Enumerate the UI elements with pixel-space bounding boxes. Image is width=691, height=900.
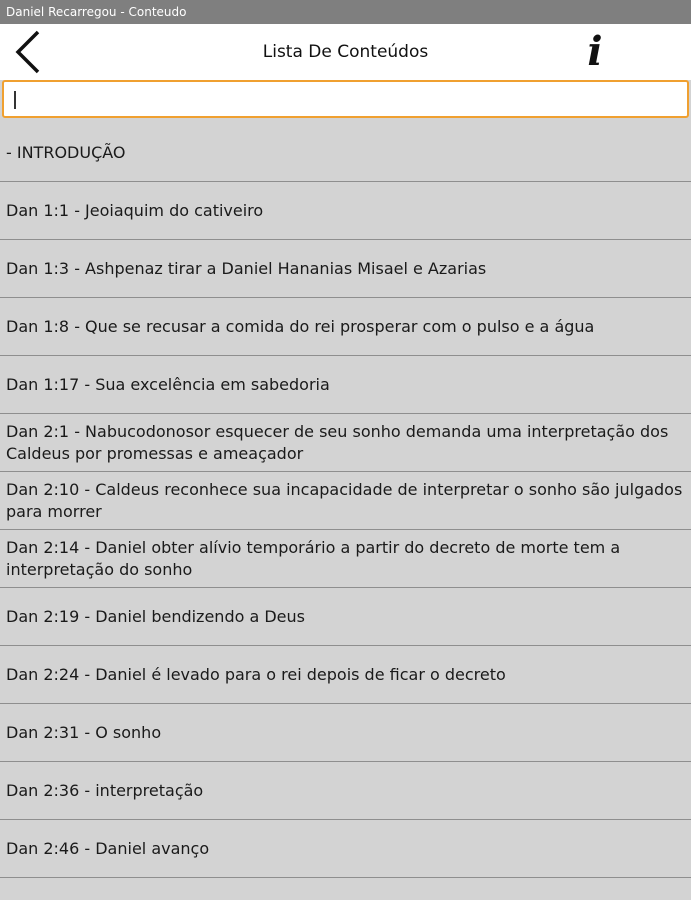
list-item-label: Dan 2:31 - O sonho — [6, 722, 162, 742]
text-caret — [14, 91, 16, 109]
search-box — [2, 80, 689, 118]
list-item-label: Dan 2:46 - Daniel avanço — [6, 838, 210, 858]
list-item[interactable] — [0, 704, 691, 762]
list-item[interactable] — [0, 124, 691, 182]
header — [0, 24, 691, 80]
search-input[interactable] — [4, 82, 687, 116]
list-item-label: Dan 1:1 - Jeoiaquim do cativeiro — [6, 200, 264, 220]
back-button[interactable] — [8, 28, 52, 76]
info-button[interactable]: i — [587, 28, 603, 75]
chevron-left-icon — [8, 28, 52, 76]
list-item-label: Dan 2:10 - Caldeus reconhece sua incapacidade de interpretar o sonho são julgados para morrer — [6, 479, 683, 521]
list-item[interactable] — [0, 472, 691, 530]
list-item-label: Dan 2:24 - Daniel é levado para o rei depois de ficar o decreto — [6, 664, 506, 684]
list-item[interactable] — [0, 762, 691, 820]
status-bar — [0, 0, 691, 24]
list-item-label: Dan 2:1 - Nabucodonosor esquecer de seu sonho demanda uma interpretação dos Caldeus por promessas e ameaçador — [6, 421, 669, 463]
list-item-label: Dan 1:8 - Que se recusar a comida do rei prosperar com o pulso e a água — [6, 316, 595, 336]
list-item[interactable] — [0, 414, 691, 472]
list-item-label: Dan 2:36 - interpretação — [6, 780, 204, 800]
list-item[interactable] — [0, 588, 691, 646]
list-item-label: Dan 1:3 - Ashpenaz tirar a Daniel Hananias Misael e Azarias — [6, 258, 487, 278]
list-item[interactable] — [0, 820, 691, 878]
page-title: Lista De Conteúdos — [262, 42, 429, 62]
list-item[interactable] — [0, 182, 691, 240]
list-item[interactable] — [0, 646, 691, 704]
list-item-label: - INTRODUÇÃO — [6, 142, 126, 162]
contents-list — [0, 124, 691, 878]
status-bar-title: Daniel Recarregou - Conteudo — [6, 5, 187, 19]
list-item[interactable] — [0, 356, 691, 414]
list-item[interactable] — [0, 298, 691, 356]
list-item-label: Dan 2:14 - Daniel obter alívio temporário a partir do decreto de morte tem a interpretação do sonho — [6, 537, 621, 579]
list-item-label: Dan 2:19 - Daniel bendizendo a Deus — [6, 606, 305, 626]
list-item[interactable] — [0, 530, 691, 588]
list-item[interactable] — [0, 240, 691, 298]
list-item-label: Dan 1:17 - Sua excelência em sabedoria — [6, 374, 330, 394]
